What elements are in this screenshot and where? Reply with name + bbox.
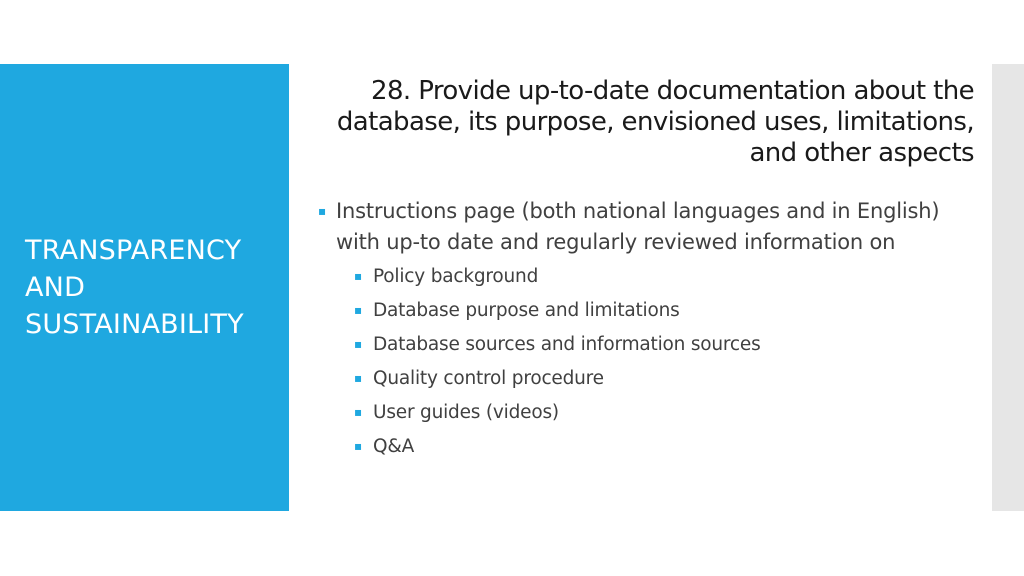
bullet-icon: ▪ bbox=[318, 204, 326, 218]
bullet-icon: ▪ bbox=[354, 303, 362, 317]
sub-bullet-text: Policy background bbox=[373, 266, 539, 287]
bullet-icon: ▪ bbox=[354, 439, 362, 453]
sub-bullet-list bbox=[318, 260, 978, 464]
bullet-icon: ▪ bbox=[354, 405, 362, 419]
sub-bullet-text: Database sources and information sources bbox=[373, 334, 761, 355]
main-bullet-text: Instructions page (both national languages and in English) with up-to date and regularly reviewed information on bbox=[336, 199, 940, 254]
sub-bullet-item bbox=[354, 362, 978, 396]
sub-bullet-item bbox=[354, 396, 978, 430]
sub-bullet-item bbox=[354, 430, 978, 464]
right-decorative-bar bbox=[992, 64, 1024, 511]
section-title: TRANSPARENCY AND SUSTAINABILITY bbox=[25, 235, 244, 340]
sub-bullet-text: Database purpose and limitations bbox=[373, 300, 680, 321]
sub-bullet-item bbox=[354, 294, 978, 328]
slide-title: 28. Provide up-to-date documentation about the database, its purpose, envisioned uses, limitations, and other aspects bbox=[336, 76, 974, 168]
bullet-icon: ▪ bbox=[354, 371, 362, 385]
sub-bullet-text: Quality control procedure bbox=[373, 368, 604, 389]
sub-bullet-item bbox=[354, 328, 978, 362]
sub-bullet-item bbox=[354, 260, 978, 294]
bullet-icon: ▪ bbox=[354, 269, 362, 283]
content-body bbox=[318, 196, 978, 464]
sub-bullet-text: Q&A bbox=[373, 436, 415, 457]
main-bullet bbox=[318, 196, 956, 258]
bullet-icon: ▪ bbox=[354, 337, 362, 351]
sub-bullet-text: User guides (videos) bbox=[373, 402, 559, 423]
